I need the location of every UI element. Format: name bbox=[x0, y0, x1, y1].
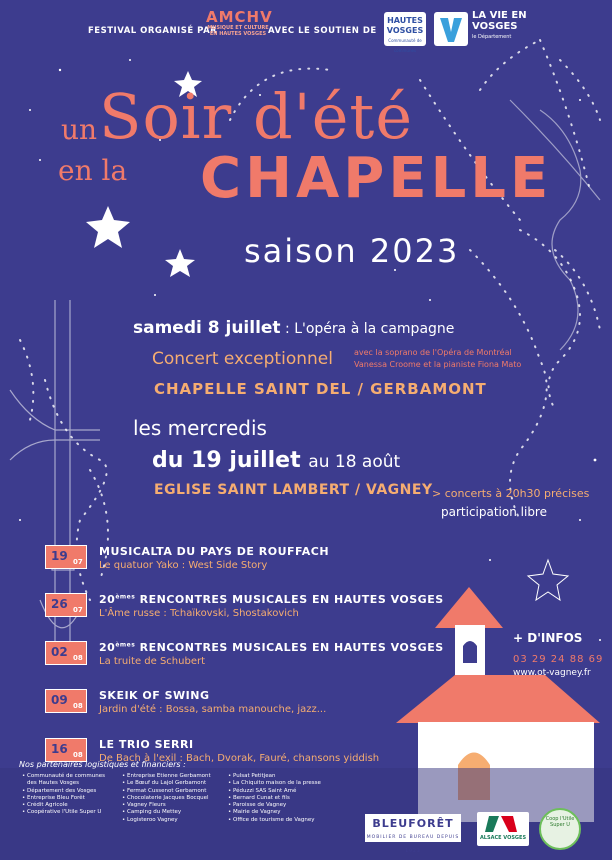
title-chapelle: CHAPELLE bbox=[200, 146, 553, 211]
bleuforet-logo-name: BLEUFORÊT bbox=[372, 817, 454, 830]
event1-date-line bbox=[133, 318, 454, 338]
program-subtitle: De Bach à l'exil : Bach, Dvorak, Fauré, chansons yiddish bbox=[99, 753, 380, 764]
event2-place: EGLISE SAINT LAMBERT / VAGNEY bbox=[154, 482, 433, 498]
event1-detail bbox=[354, 347, 521, 371]
date-badge bbox=[45, 593, 87, 617]
event1-title: Concert exceptionnel bbox=[152, 349, 333, 369]
program-item bbox=[45, 641, 444, 677]
program-subtitle: L'Âme russe : Tchaïkovski, Shostakovich bbox=[99, 608, 299, 619]
v-letter-icon bbox=[434, 12, 468, 46]
partner-item: • Mairie de Vagney bbox=[228, 809, 281, 816]
vosges-v-logo bbox=[434, 12, 468, 46]
infos-heading: + D'INFOS bbox=[513, 631, 583, 645]
amchv-logo-name: AMCHV bbox=[206, 8, 273, 26]
hautes-vosges-logo bbox=[384, 12, 426, 53]
partner-item: • La Chiquito maison de la presse bbox=[228, 780, 321, 787]
program-title: MUSICALTA DU PAYS DE ROUFFACH bbox=[99, 545, 330, 558]
event1-place: CHAPELLE SAINT DEL / GERBAMONT bbox=[154, 380, 487, 398]
partners-title: Nos partenaires logistiques et financiers : bbox=[19, 760, 186, 769]
date-month: 07 bbox=[73, 558, 83, 566]
event1-date: samedi 8 juillet bbox=[133, 318, 281, 338]
credit-agricole-name: ALSACE VOSGES bbox=[479, 835, 527, 841]
la-vie-en-vosges-name: LA VIE EN VOSGES bbox=[472, 10, 527, 32]
organised-by-text: FESTIVAL ORGANISÉ PAR bbox=[88, 26, 218, 36]
partner-item: • Vagney Fleurs bbox=[122, 802, 166, 809]
program-title-text: RENCONTRES MUSICALES EN HAUTES VOSGES bbox=[139, 593, 444, 606]
support-text: AVEC LE SOUTIEN DE bbox=[268, 26, 377, 36]
program-title-sup: èmes bbox=[115, 641, 136, 649]
infos-website[interactable]: www.ot-vagney.fr bbox=[513, 668, 591, 678]
hautes-vosges-logo-name: HAUTES VOSGES bbox=[386, 16, 424, 35]
partner-item: • Fermat Cussenot Gerbamont bbox=[122, 787, 207, 794]
date-badge bbox=[45, 738, 87, 762]
credit-agricole-icon bbox=[477, 812, 529, 836]
title-un: un bbox=[61, 113, 98, 146]
partner-item: • Entreprise Etienne Gerbamont bbox=[122, 773, 211, 779]
date-day: 09 bbox=[51, 693, 68, 707]
date-month: 08 bbox=[73, 702, 83, 710]
partner-item: • Pulsat Petitjean bbox=[228, 773, 276, 779]
season-label: saison 2023 bbox=[244, 232, 460, 270]
partner-item: • Paroisse de Vagney bbox=[228, 802, 287, 809]
program-item bbox=[45, 689, 375, 725]
partner-item: • Camping du Mettey bbox=[122, 809, 182, 816]
date-day: 26 bbox=[51, 597, 68, 611]
program-title-text: RENCONTRES MUSICALES EN HAUTES VOSGES bbox=[139, 641, 444, 654]
partner-item: • Logisteroo Vagney bbox=[122, 816, 178, 823]
title-en-la: en la bbox=[58, 154, 128, 187]
event2-range-start: du 19 juillet bbox=[152, 448, 301, 473]
program-subtitle: Jardin d'été : Bossa, samba manouche, jazz... bbox=[99, 704, 327, 715]
partner-item: • Office de tourisme de Vagney bbox=[228, 816, 315, 823]
event2-range-mid: au 18 août bbox=[308, 452, 401, 472]
partners-column-2 bbox=[122, 773, 211, 824]
partner-item: • Crédit Agricole bbox=[22, 802, 68, 809]
program-item bbox=[45, 593, 444, 629]
coop-logo-name: Coop l'Utile Super U bbox=[545, 816, 575, 828]
event1-detail-line2: Vanessa Croome et la pianiste Fiona Mato bbox=[354, 360, 522, 369]
event2-time: > concerts à 20h30 précises bbox=[432, 487, 590, 500]
amchv-logo-subtitle: MUSIQUE ET CULTURE EN HAUTES VOSGES bbox=[207, 25, 269, 37]
hautes-vosges-logo-tagline: Communauté de communes bbox=[388, 38, 422, 53]
la-vie-en-vosges-logo bbox=[472, 10, 532, 43]
program-subtitle: Le quatuor Yako : West Side Story bbox=[99, 560, 268, 571]
partners-column-3 bbox=[228, 773, 321, 824]
partner-item: • Péduzzi SAS Saint Amé bbox=[228, 787, 297, 794]
la-vie-en-vosges-tagline: le Département bbox=[472, 34, 512, 40]
title-soir-dete: Soir d'été bbox=[99, 80, 414, 153]
coop-logo bbox=[539, 808, 581, 850]
program-title-prefix: 20 bbox=[99, 641, 116, 654]
partners-column-1 bbox=[22, 773, 105, 817]
partner-item: • Le Bœuf du Lajol Gerbamont bbox=[122, 780, 207, 787]
bleuforet-logo-sub: MOBILIER DE BUREAU DEPUIS 1923 bbox=[366, 835, 460, 854]
program-title-prefix: 20 bbox=[99, 593, 116, 606]
program-subtitle: La truite de Schubert bbox=[99, 656, 206, 667]
program-item bbox=[45, 545, 375, 581]
partner-item: • Département des Vosges bbox=[22, 787, 97, 794]
infos-phone[interactable]: 03 29 24 88 69 bbox=[513, 654, 604, 665]
event2-date-range bbox=[152, 448, 400, 473]
partner-item: • Communauté de communes bbox=[22, 773, 105, 779]
date-badge bbox=[45, 641, 87, 665]
date-badge bbox=[45, 689, 87, 713]
credit-agricole-logo bbox=[477, 812, 529, 846]
bleuforet-logo bbox=[365, 814, 461, 854]
event2-title: les mercredis bbox=[133, 416, 267, 440]
program-title-sup: èmes bbox=[115, 593, 136, 601]
partner-item: • Bernard Cunat et fils bbox=[228, 794, 290, 801]
program-title: SKEIK OF SWING bbox=[99, 689, 210, 702]
date-day: 02 bbox=[51, 645, 68, 659]
program-title: LE TRIO SERRI bbox=[99, 738, 194, 751]
date-badge bbox=[45, 545, 87, 569]
date-day: 16 bbox=[51, 742, 68, 756]
program-title bbox=[99, 641, 444, 654]
date-month: 08 bbox=[73, 751, 83, 759]
partner-item: des Hautes Vosges bbox=[27, 780, 79, 787]
date-day: 19 bbox=[51, 549, 68, 563]
amchv-logo bbox=[206, 8, 273, 37]
partner-item: • Chocolaterie Jacques Bocquel bbox=[122, 794, 209, 801]
event2-participation: participation libre bbox=[441, 505, 547, 519]
event1-detail-line1: avec la soprano de l'Opéra de Montréal bbox=[354, 348, 512, 357]
partner-item: • Entreprise Bleu Forêt bbox=[22, 794, 85, 801]
partner-item: • Coopérative l'Utile Super U bbox=[22, 809, 102, 816]
event1-topic: : L'opéra à la campagne bbox=[280, 321, 455, 337]
date-month: 07 bbox=[73, 606, 83, 614]
date-month: 08 bbox=[73, 654, 83, 662]
program-title bbox=[99, 593, 444, 606]
